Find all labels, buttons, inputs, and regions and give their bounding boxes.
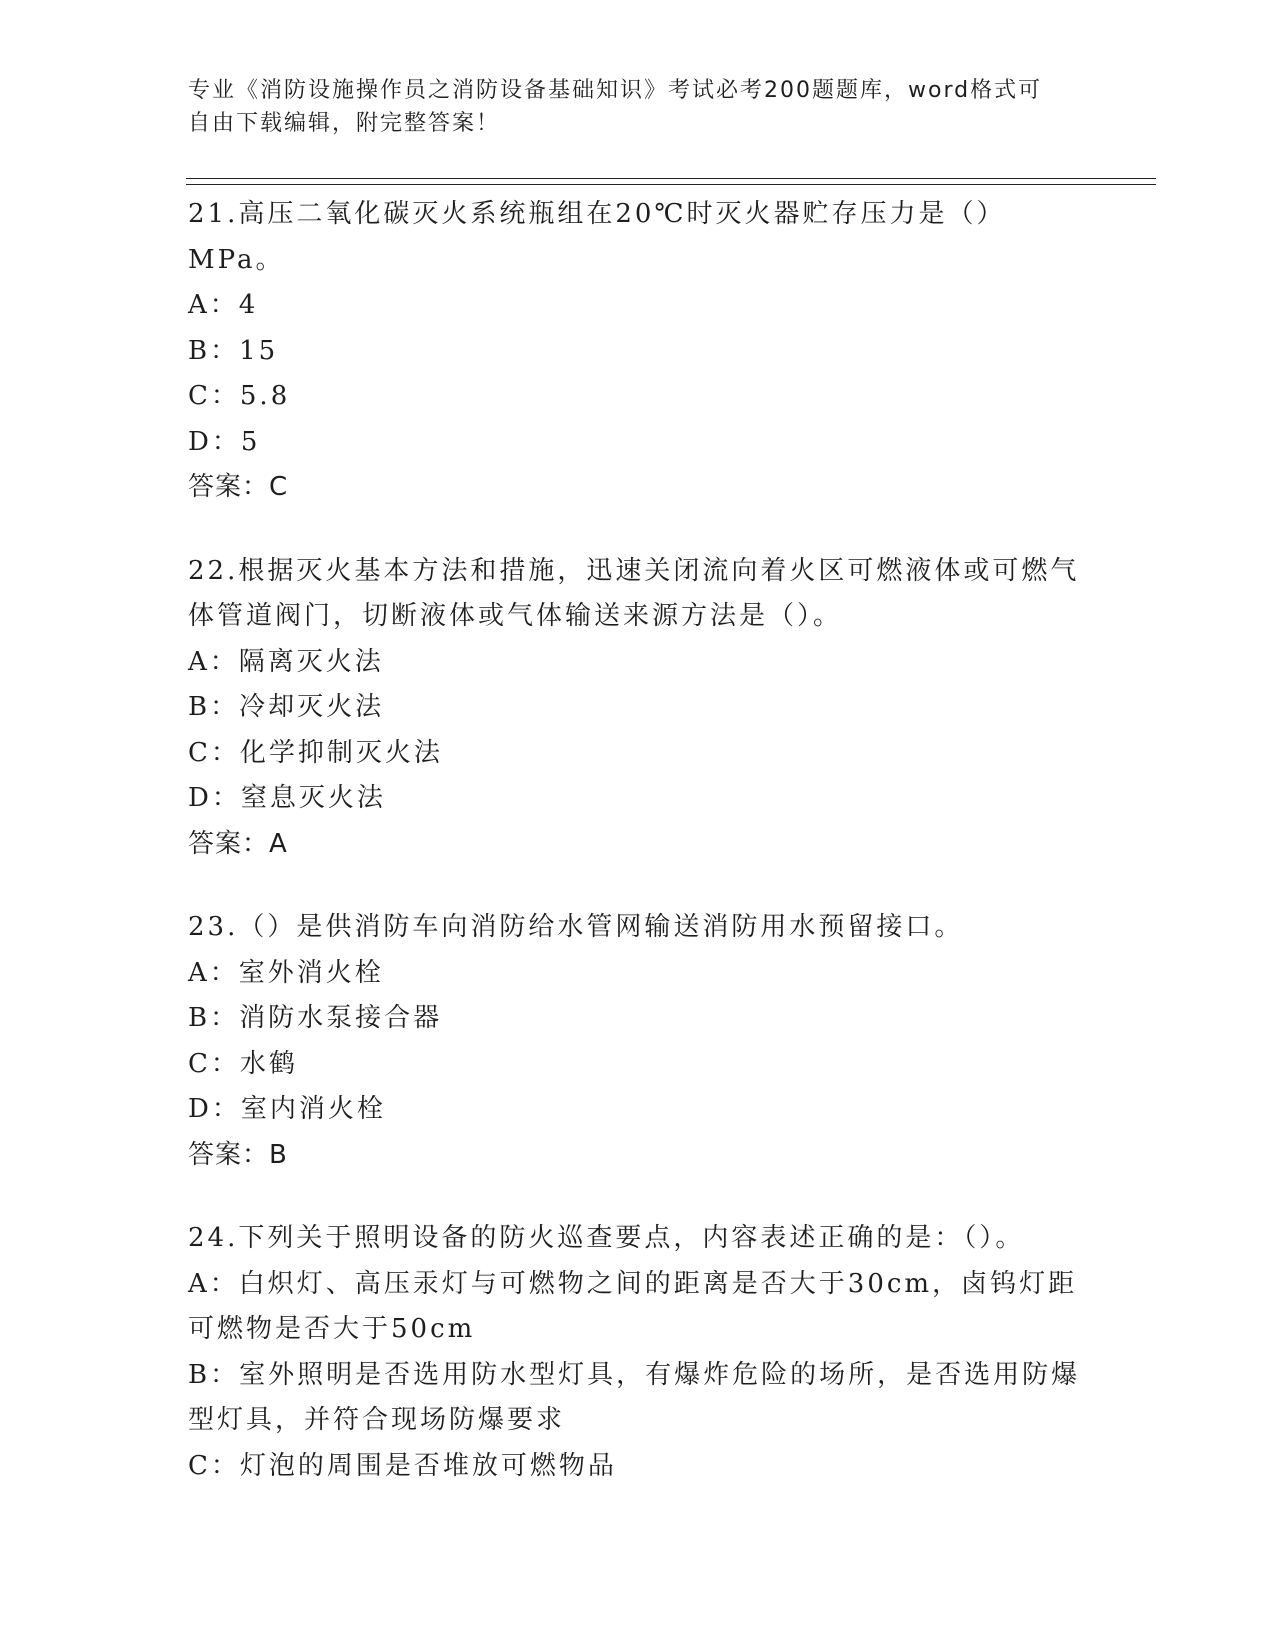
option-c: C：水鹤: [188, 1048, 298, 1079]
option-d: D：室内消火栓: [188, 1094, 386, 1124]
question-text: 21.高压二氧化碳灭火系统瓶组在20℃时灭火器贮存压力是（）MPa。: [188, 199, 1006, 275]
answer-label: 答案：C: [188, 472, 289, 502]
option-b: B：消防水泵接合器: [188, 1003, 443, 1033]
option-a: A：室外消火栓: [188, 957, 384, 988]
answer-label: 答案：B: [188, 1139, 288, 1170]
option-d: D：窒息灭火法: [188, 783, 386, 813]
option-c: C：化学抑制灭火法: [188, 737, 443, 768]
option-b: B：冷却灭火法: [188, 692, 385, 722]
option-d: D：5: [188, 426, 261, 457]
question-text: 24.下列关于照明设备的防火巡查要点，内容表述正确的是：（）。: [188, 1223, 1025, 1253]
option-a: A：隔离灭火法: [188, 646, 384, 677]
header-line-2: 自由下载编辑，附完整答案！: [188, 111, 501, 136]
question-23: [188, 905, 1088, 1178]
question-24: [188, 1216, 1088, 1489]
option-c: C：5.8: [188, 381, 291, 411]
question-22: [188, 549, 1088, 868]
question-text: 22.根据灭火基本方法和措施，迅速关闭流向着火区可燃液体或可燃气体管道阀门，切断液体或气体输送来源方法是（）。: [188, 555, 1080, 631]
option-c: C：灯泡的周围是否堆放可燃物品: [188, 1450, 617, 1481]
document-header: [188, 74, 1088, 140]
header-line-1: 专业《消防设施操作员之消防设备基础知识》考试必考200题题库，word格式可: [188, 78, 1043, 103]
question-text: 23.（）是供消防车向消防给水管网输送消防用水预留接口。: [188, 912, 964, 942]
header-rule-bottom: [186, 184, 1156, 185]
option-a: A：4: [188, 290, 259, 320]
answer-label: 答案：A: [188, 828, 288, 859]
question-21: [188, 192, 1088, 511]
option-b: B：室外照明是否选用防水型灯具，有爆炸危险的场所，是否选用防爆型灯具，并符合现场防爆要求: [188, 1359, 1081, 1435]
header-rule-top: [186, 178, 1156, 179]
option-a: A：白炽灯、高压汞灯与可燃物之间的距离是否大于30cm，卤钨灯距可燃物是否大于50cm: [188, 1268, 1078, 1344]
question-list: [188, 192, 1088, 1527]
option-b: B：15: [188, 335, 279, 366]
